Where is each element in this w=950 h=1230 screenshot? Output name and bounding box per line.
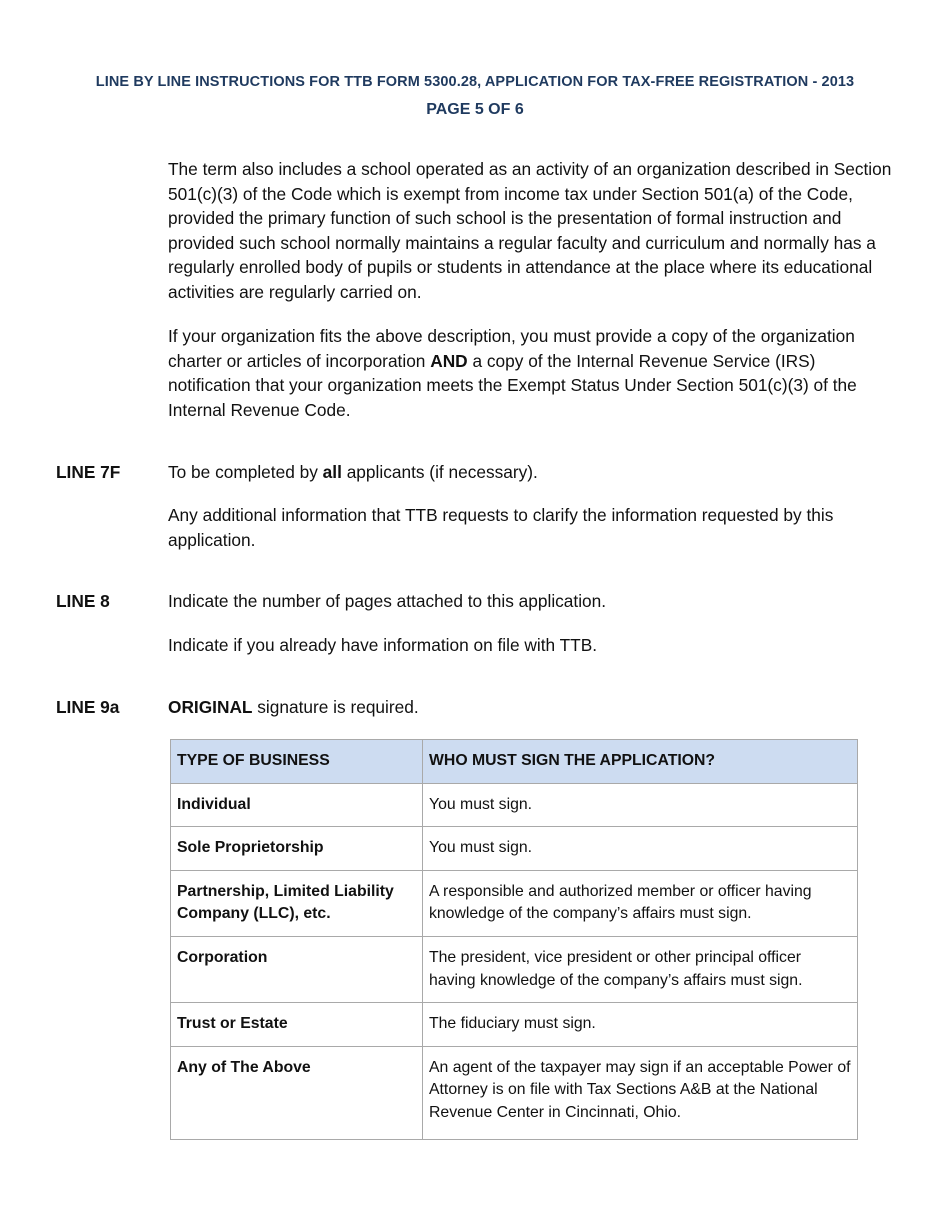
line-9a-text bbox=[168, 695, 898, 720]
table-cell-business-type: Individual bbox=[171, 783, 423, 827]
table-row bbox=[171, 1046, 858, 1139]
line-8-text-2: Indicate if you already have information on file with TTB. bbox=[168, 635, 598, 655]
signature-table bbox=[170, 739, 858, 1140]
table-header-type: TYPE OF BUSINESS bbox=[171, 740, 423, 784]
table-cell-signer: The president, vice president or other principal officer having knowledge of the company’s affairs must sign. bbox=[423, 936, 858, 1002]
intro-paragraph-2 bbox=[168, 324, 898, 422]
table-cell-signer: A responsible and authorized member or officer having knowledge of the company’s affairs must sign. bbox=[423, 870, 858, 936]
line-8-text-1: Indicate the number of pages attached to this application. bbox=[168, 591, 607, 611]
page-number: PAGE 5 OF 6 bbox=[426, 101, 524, 118]
line-7f-text-b: applicants (if necessary). bbox=[341, 462, 538, 482]
table-cell-signer: The fiduciary must sign. bbox=[423, 1003, 858, 1047]
intro-paragraph-2-text-a: If your organization fits the above description, you must provide a copy of the organization charter or articles of incorporation bbox=[168, 326, 855, 371]
document-header-title: LINE BY LINE INSTRUCTIONS FOR TTB FORM 5300.28, APPLICATION FOR TAX-FREE REGISTRATION - 2013 bbox=[95, 74, 855, 90]
line-7f-text bbox=[168, 460, 898, 485]
line-9a-text-b: signature is required. bbox=[252, 697, 419, 717]
table-cell-signer: You must sign. bbox=[423, 783, 858, 827]
line-8-label: LINE 8 bbox=[56, 591, 110, 611]
table-cell-business-type: Sole Proprietorship bbox=[171, 827, 423, 871]
table-row bbox=[171, 870, 858, 936]
table-row bbox=[171, 1003, 858, 1047]
table-cell-business-type: Partnership, Limited Liability Company (LLC), etc. bbox=[171, 870, 423, 936]
table-header-row bbox=[171, 740, 858, 784]
table-cell-signer: You must sign. bbox=[423, 827, 858, 871]
line-7f-bold: all bbox=[322, 462, 342, 482]
intro-paragraph-2-bold: AND bbox=[430, 350, 468, 371]
line-9a-label: LINE 9a bbox=[56, 697, 120, 717]
table-header-who: WHO MUST SIGN THE APPLICATION? bbox=[423, 740, 858, 784]
line-7f-text-2: Any additional information that TTB requests to clarify the information requested by this application. bbox=[168, 505, 834, 550]
line-7f-text-a: To be completed by bbox=[168, 462, 323, 482]
line-7f-label: LINE 7F bbox=[56, 462, 121, 482]
table-row bbox=[171, 827, 858, 871]
table-row bbox=[171, 783, 858, 827]
line-9a-bold: ORIGINAL bbox=[168, 697, 253, 717]
table-cell-business-type: Trust or Estate bbox=[171, 1003, 423, 1047]
intro-paragraph-2-text-b: a copy of the Internal Revenue Service (IRS) notification that your organization meets the Exempt Status Under Section 501(c)(3) of the Internal Revenue Code. bbox=[168, 350, 857, 420]
table-cell-signer: An agent of the taxpayer may sign if an acceptable Power of Attorney is on file with Tax Sections A&B at the National Revenue Center in Cincinnati, Ohio. bbox=[423, 1046, 858, 1139]
intro-paragraph-1: The term also includes a school operated as an activity of an organization described in Section 501(c)(3) of the Code which is exempt from income tax under Section 501(a) of the Code, provided the primary function of such school is the presentation of formal instruction and provided such school normally maintains a regular faculty and curriculum and normally has a regularly enrolled body of pupils or students in attendance at the place where its educational activities are regularly carried on. bbox=[168, 159, 892, 302]
table-cell-business-type: Corporation bbox=[171, 936, 423, 1002]
table-cell-business-type: Any of The Above bbox=[171, 1046, 423, 1139]
table-row bbox=[171, 936, 858, 1002]
